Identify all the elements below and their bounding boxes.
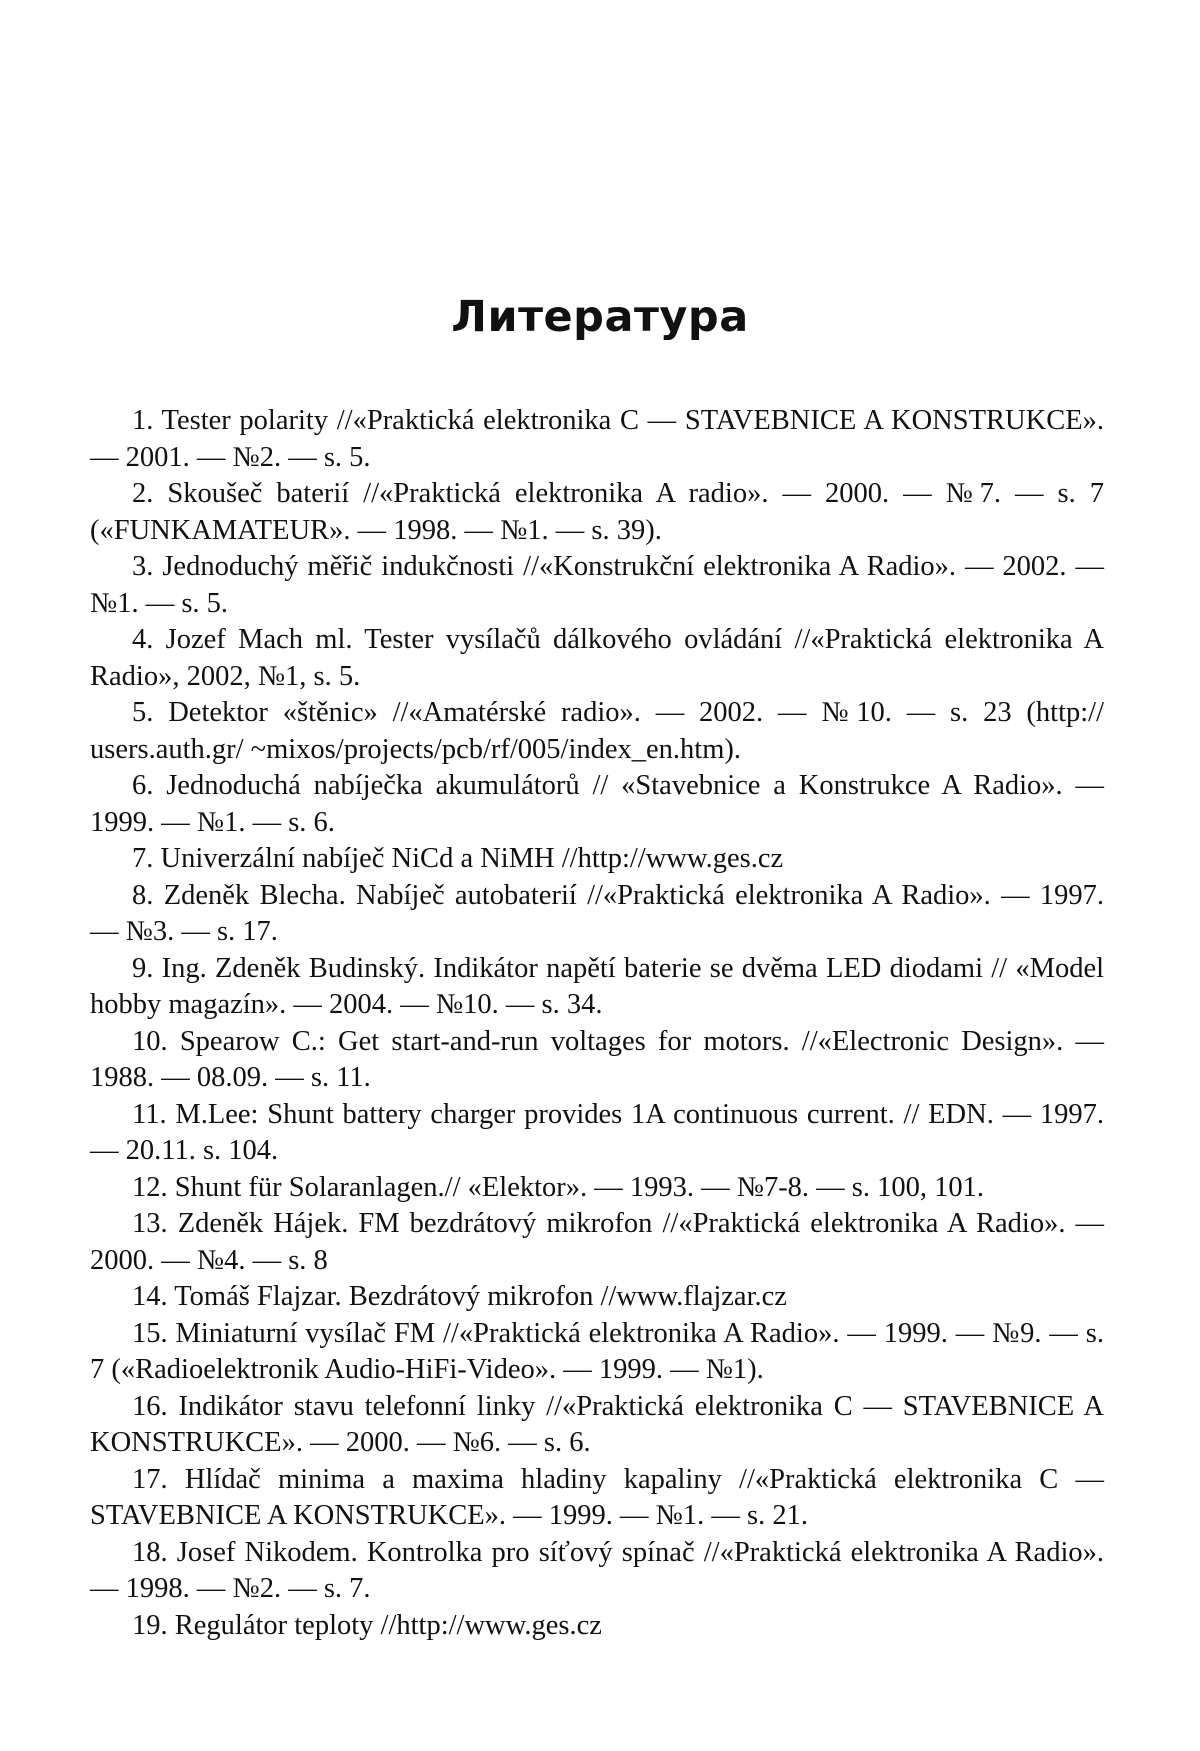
reference-text: Spearow C.: Get start-and-run voltages for motors. //«Electronic Design». — 1988. — 08.09. — s. 11.	[90, 1025, 1105, 1093]
reference-text: Skoušeč baterií //«Praktická elektronika A radio». — 2000. — №7. — s. 7 («FUNKAMATEUR». — 1998. — №1. — s. 39).	[90, 478, 1105, 546]
reference-number: 13.	[132, 1208, 168, 1239]
reference-text: Zdeněk Hájek. FM bezdrátový mikrofon //«Praktická elektronika A Radio». — 2000. — №4. — s. 8	[90, 1208, 1105, 1276]
reference-number: 3.	[132, 551, 154, 582]
reference-number: 17.	[132, 1463, 168, 1495]
reference-item	[90, 1170, 1104, 1207]
reference-number: 1.	[132, 405, 154, 436]
reference-number: 5.	[132, 697, 154, 728]
reference-text: Jednoduchá nabíječka akumulátorů // «Stavebnice a Konstrukce A Radio». — 1999. — №1. — s. 6.	[90, 770, 1105, 838]
reference-item	[90, 1206, 1104, 1279]
reference-text: Jednoduchý měřič indukčnosti //«Konstrukční elektronika A Radio». — 2002. — №1. — s. 5.	[90, 551, 1105, 619]
reference-item	[90, 768, 1104, 841]
reference-number: 4.	[132, 624, 154, 655]
reference-item	[90, 1024, 1104, 1097]
reference-item	[90, 1097, 1104, 1170]
reference-item	[90, 695, 1104, 768]
reference-number: 10.	[132, 1025, 168, 1057]
reference-item	[90, 1462, 1104, 1535]
reference-text: Jozef Mach ml. Tester vysílačů dálkového ovládání //«Praktická elektronika A Radio», 2002, №1, s. 5.	[90, 624, 1104, 692]
reference-text: Shunt für Solaranlagen.// «Elektor». — 1993. — №7-8. — s. 100, 101.	[174, 1171, 985, 1203]
reference-number: 19.	[132, 1609, 168, 1641]
reference-text: Ing. Zdeněk Budinský. Indikátor napětí baterie se dvěma LED diodami // «Model hobby magazín». — 2004. — №10. — s. 34.	[90, 952, 1105, 1020]
reference-number: 9.	[132, 952, 154, 984]
reference-number: 15.	[132, 1317, 168, 1349]
reference-list	[90, 403, 1104, 1644]
reference-number: 2.	[132, 478, 154, 509]
reference-number: 12.	[132, 1171, 168, 1203]
reference-item	[90, 549, 1104, 622]
reference-item	[90, 951, 1104, 1024]
reference-item	[90, 1535, 1104, 1608]
reference-item	[90, 1279, 1104, 1316]
reference-text: Hlídač minima a maxima hladiny kapaliny //«Praktická elektronika C — STAVEBNICE A KONSTRUKCE». — 1999. — №1. — s. 21.	[90, 1463, 1104, 1531]
reference-text: Miniaturní vysílač FM //«Praktická elektronika A Radio». — 1999. — №9. — s. 7 («Radioelektronik Audio-HiFi-Video». — 1999. — №1).	[90, 1317, 1104, 1385]
reference-item	[90, 1608, 1104, 1645]
reference-text: M.Lee: Shunt battery charger provides 1A continuous current. // EDN. — 1997. — 20.11. s. 104.	[90, 1098, 1105, 1166]
reference-item	[90, 403, 1104, 476]
reference-number: 18.	[132, 1536, 168, 1568]
reference-text: Regulátor teploty //http://www.ges.cz	[174, 1609, 602, 1641]
reference-number: 16.	[132, 1390, 168, 1422]
reference-item	[90, 476, 1104, 549]
reference-text: Zdeněk Blecha. Nabíječ autobaterií //«Praktická elektronika A Radio». — 1997. — №3. — s. 17.	[90, 879, 1104, 947]
reference-text: Detektor «štěnic» //«Amatérské radio». — 2002. — №10. — s. 23 (http:// users.auth.gr/ ~mixos/projects/pcb/rf/005/index_en.htm).	[90, 697, 1104, 765]
reference-text: Josef Nikodem. Kontrolka pro síťový spínač //«Praktická elektronika A Radio». — 1998. — №2. — s. 7.	[90, 1536, 1105, 1604]
reference-item	[90, 878, 1104, 951]
reference-number: 8.	[132, 879, 154, 911]
reference-item	[90, 841, 1104, 878]
reference-number: 7.	[132, 843, 154, 874]
reference-text: Tester polarity //«Praktická elektronika C — STAVEBNICE A KONSTRUKCE». — 2001. — №2. — s. 5.	[90, 405, 1104, 473]
reference-number: 11.	[132, 1098, 167, 1130]
page-title: Литература	[451, 292, 749, 342]
reference-text: Indikátor stavu telefonní linky //«Praktická elektronika C — STAVEBNICE A KONSTRUKCE». — 2000. — №6. — s. 6.	[90, 1390, 1105, 1458]
reference-item	[90, 622, 1104, 695]
reference-item	[90, 1389, 1104, 1462]
reference-text: Univerzální nabíječ NiCd a NiMH //http://www.ges.cz	[160, 843, 784, 874]
reference-number: 6.	[132, 770, 154, 801]
reference-item	[90, 1316, 1104, 1389]
reference-text: Tomáš Flajzar. Bezdrátový mikrofon //www.flajzar.cz	[174, 1281, 787, 1312]
reference-number: 14.	[132, 1281, 168, 1312]
